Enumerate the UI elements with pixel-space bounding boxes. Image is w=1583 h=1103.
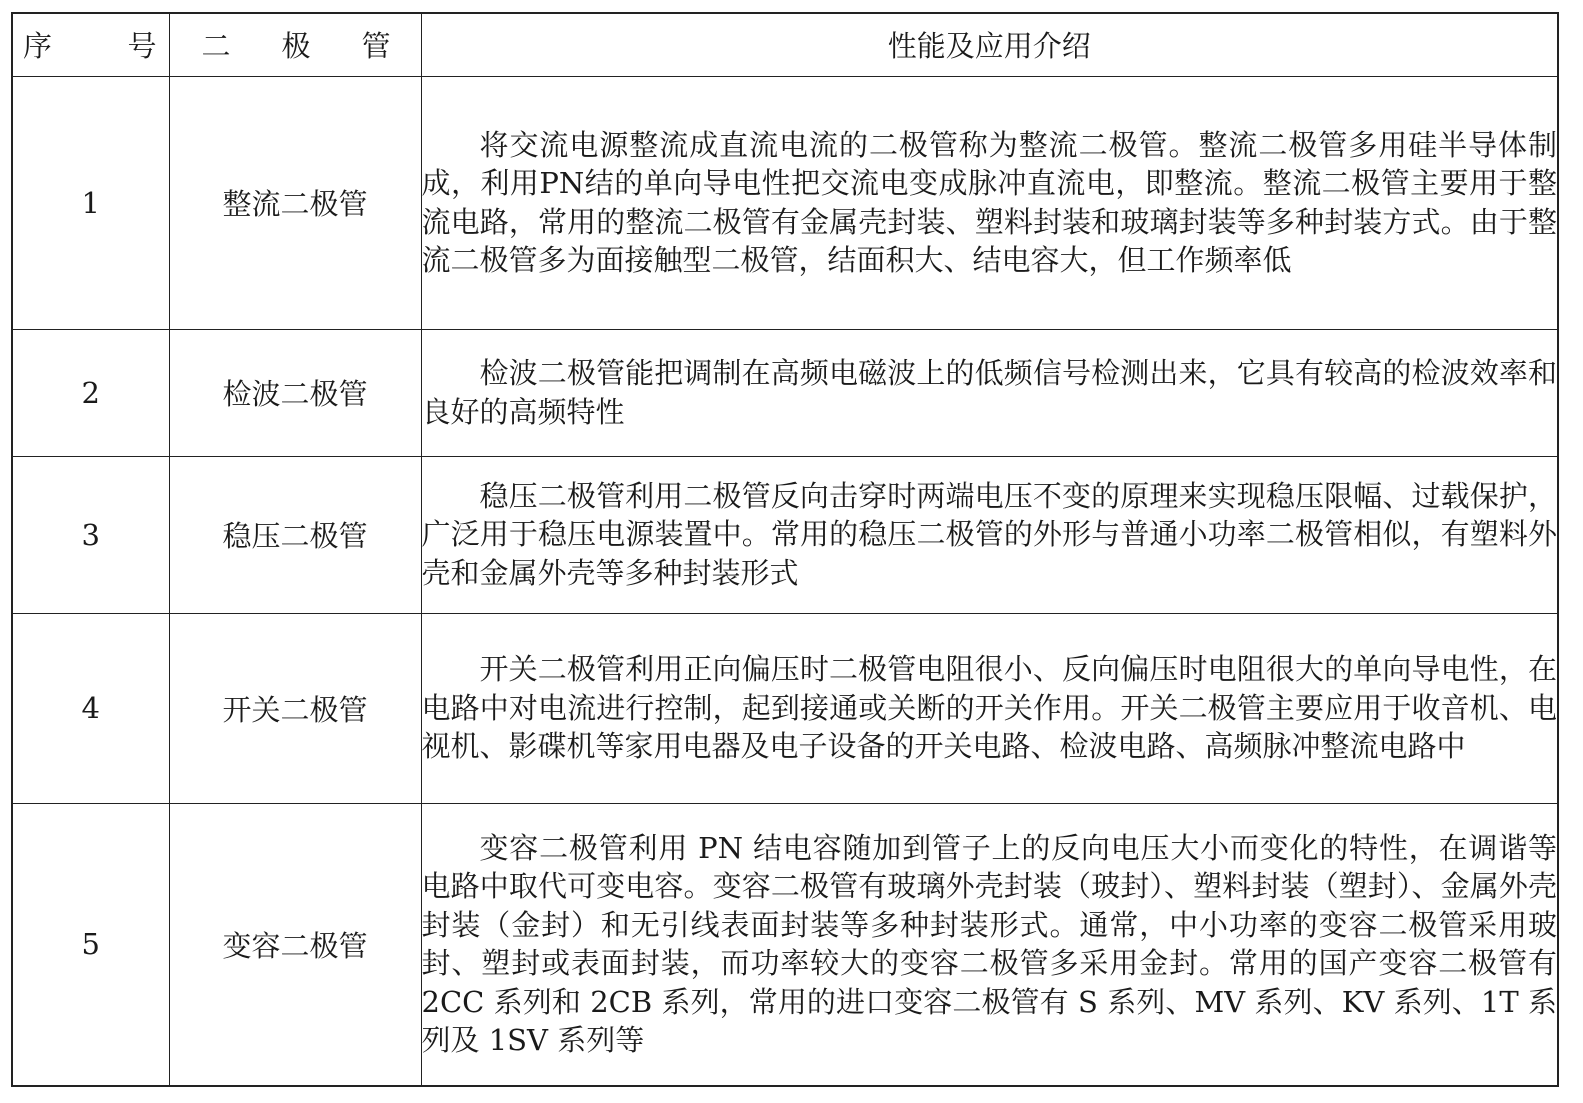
row-index: 3 <box>12 456 169 613</box>
row-description <box>421 803 1558 1086</box>
row-description <box>421 456 1558 613</box>
row-description-text: 开关二极管利用正向偏压时二极管电阻很小、反向偏压时电阻很大的单向导电性，在电路中对电流进行控制，起到接通或关断的开关作用。开关二极管主要应用于收音机、电视机、影碟机等家用电器及电子设备的开关电路、检波电路、高频脉冲整流电路中 <box>421 652 1557 764</box>
row-diode-name: 检波二极管 <box>169 329 421 456</box>
row-description <box>421 76 1558 329</box>
row-index: 4 <box>12 613 169 803</box>
row-diode-name: 整流二极管 <box>169 76 421 329</box>
header-index <box>12 13 169 76</box>
table-row <box>12 76 1558 329</box>
header-name <box>169 13 421 76</box>
row-description <box>421 613 1558 803</box>
row-diode-name: 变容二极管 <box>169 803 421 1086</box>
header-description: 性能及应用介绍 <box>421 13 1558 76</box>
diode-table <box>11 12 1559 1087</box>
row-diode-name: 稳压二极管 <box>169 456 421 613</box>
row-description-text: 检波二极管能把调制在高频电磁波上的低频信号检测出来，它具有较高的检波效率和良好的高频特性 <box>421 356 1557 429</box>
row-description-text: 变容二极管利用 PN 结电容随加到管子上的反向电压大小而变化的特性，在调谐等电路中取代可变电容。变容二极管有玻璃外壳封装（玻封）、塑料封装（塑封）、金属外壳封装（金封）和无引线表面封装等多种封装形式。通常，中小功率的变容二极管采用玻封、塑封或表面封装，而功率较大的变容二极管多采用金封。常用的国产变容二极管有 2CC 系列和 2CB 系列，常用的进口变容二极管有 S 系列、MV 系列、KV 系列、1T 系列及 1SV 系列等 <box>421 830 1557 1058</box>
row-index: 5 <box>12 803 169 1086</box>
row-description-text: 将交流电源整流成直流电流的二极管称为整流二极管。整流二极管多用硅半导体制成，利用PN结的单向导电性把交流电变成脉冲直流电，即整流。整流二极管主要用于整流电路，常用的整流二极管有金属壳封装、塑料封装和玻璃封装等多种封装方式。由于整流二极管多为面接触型二极管，结面积大、结电容大，但工作频率低 <box>421 127 1557 277</box>
row-description-text: 稳压二极管利用二极管反向击穿时两端电压不变的原理来实现稳压限幅、过载保护，广泛用于稳压电源装置中。常用的稳压二极管的外形与普通小功率二极管相似，有塑料外壳和金属外壳等多种封装形式 <box>421 478 1557 590</box>
header-name-char: 管 <box>361 29 391 64</box>
row-index: 1 <box>12 76 169 329</box>
table-row <box>12 456 1558 613</box>
table-row <box>12 803 1558 1086</box>
row-diode-name: 开关二极管 <box>169 613 421 803</box>
table-row <box>12 329 1558 456</box>
header-name-char: 极 <box>281 29 311 64</box>
table-header-row <box>12 13 1558 76</box>
row-description <box>421 329 1558 456</box>
header-index-char: 序 <box>23 29 53 64</box>
row-index: 2 <box>12 329 169 456</box>
table-row <box>12 613 1558 803</box>
header-name-char: 二 <box>201 29 231 64</box>
header-index-char: 号 <box>127 29 157 64</box>
